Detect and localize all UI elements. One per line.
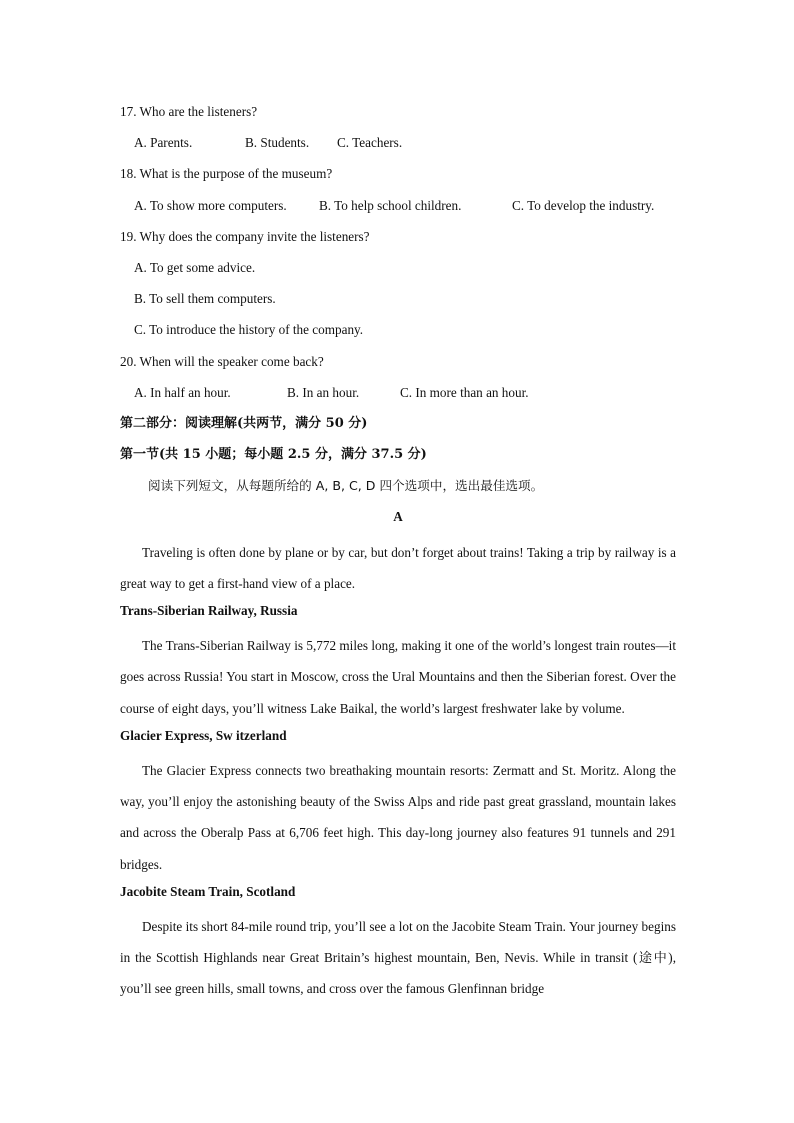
option-c: C. To develop the industry. <box>512 197 655 213</box>
section-text-jacobite: Despite its short 84-mile round trip, you’ll see a lot on the Jacobite Steam Train. Your journey begins in the Scottish Highlands near Great Britain’s highest mountain, Ben, Nevis. While in transit (途中), you’ll see green hills, small towns, and cross over the famous Glenfinnan bridge <box>120 919 676 997</box>
option-a: A. To show more computers. <box>134 197 287 213</box>
section-title-jacobite: Jacobite Steam Train, Scotland <box>120 883 296 899</box>
option-a: A. Parents. <box>134 135 193 151</box>
reading-instruction: 阅读下列短文，从每题所给的 A, B, C, D 四个选项中，选出最佳选项。 <box>148 478 544 494</box>
option-a: A. In half an hour. <box>134 384 231 400</box>
section-text-glacier-express: The Glacier Express connects two breathaking mountain resorts: Zermatt and St. Moritz. Along the way, you’ll enjoy the astonishing beauty of the Swiss Alps and ride past great grassland, mountain lakes and across the Oberalp Pass at 6,706 feet high. This day-long journey also features 91 tunnels and 291 bridges. <box>120 763 676 872</box>
question-20-stem: 20. When will the speaker come back? <box>120 353 324 369</box>
question-20-options <box>120 381 676 412</box>
question-17-options <box>120 131 676 162</box>
part2-heading: 第二部分：阅读理解(共两节，满分 50 分) <box>120 415 368 431</box>
section-title-glacier-express: Glacier Express, Sw itzerland <box>120 727 287 743</box>
option-a: A. To get some advice. <box>134 259 256 275</box>
exam-page <box>120 100 676 1005</box>
option-c: C. In more than an hour. <box>400 384 529 400</box>
option-c: C. To introduce the history of the company. <box>134 322 364 338</box>
passage-label: A <box>393 509 403 525</box>
passage-intro: Traveling is often done by plane or by car, but don’t forget about trains! Taking a trip by railway is a great way to get a first-hand view of a place. <box>120 544 676 591</box>
section-text-trans-siberian: The Trans-Siberian Railway is 5,772 miles long, making it one of the world’s longest train routes—it goes across Russia! You start in Moscow, cross the Ural Mountains and then the Siberian forest. Over the course of eight days, you’ll witness Lake Baikal, the world’s largest freshwater lake by volume. <box>120 638 676 716</box>
question-18-options <box>120 194 676 225</box>
option-b: B. In an hour. <box>287 384 360 400</box>
question-17-stem: 17. Who are the listeners? <box>120 104 258 119</box>
option-b: B. Students. <box>245 135 310 151</box>
question-18-stem: 18. What is the purpose of the museum? <box>120 166 333 182</box>
section-title-trans-siberian: Trans-Siberian Railway, Russia <box>120 603 298 619</box>
question-19-stem: 19. Why does the company invite the listeners? <box>120 228 370 244</box>
option-b: B. To sell them computers. <box>134 291 276 307</box>
option-b: B. To help school children. <box>319 197 462 213</box>
option-c: C. Teachers. <box>337 135 403 151</box>
section1-heading: 第一节(共 15 小题；每小题 2.5 分，满分 37.5 分) <box>120 447 427 463</box>
